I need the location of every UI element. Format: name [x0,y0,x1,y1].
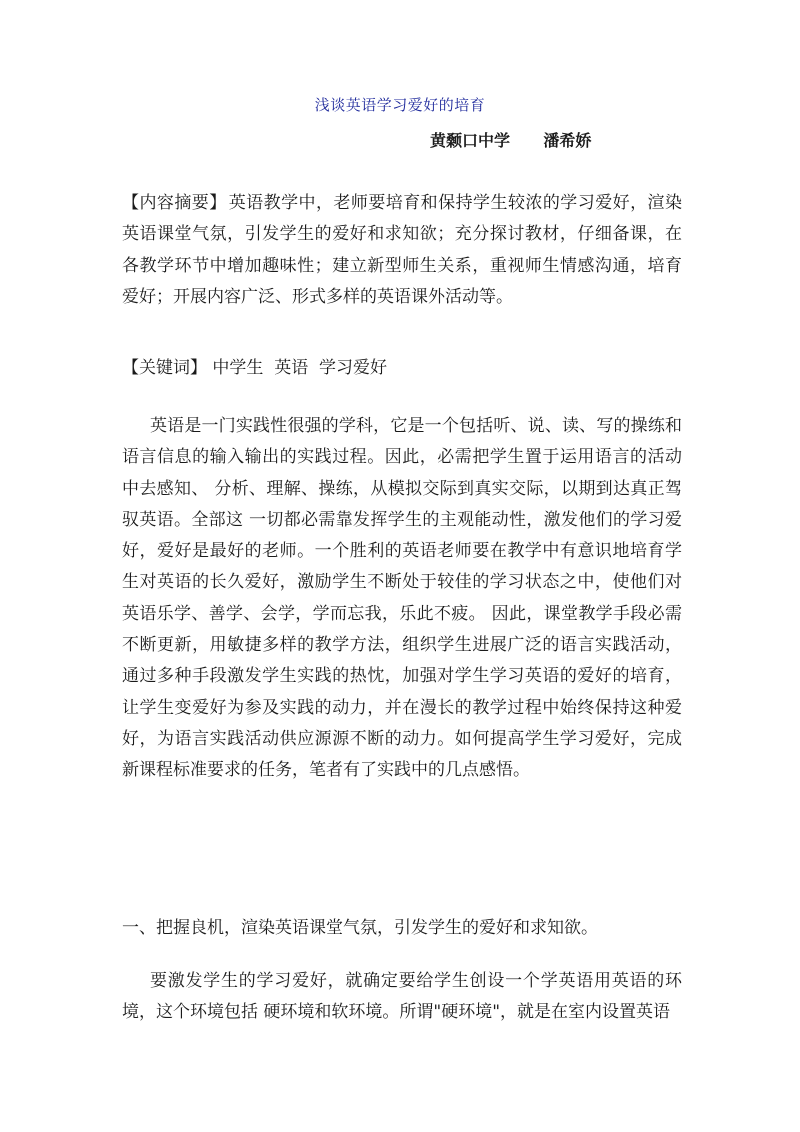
document-title: 浅谈英语学习爱好的培育 [314,96,486,114]
abstract-text: 英语教学中，老师要培育和保持学生较浓的学习爱好，渲染英语课堂气氛，引发学生的爱好和求知欲；充分探讨教材，仔细备课，在各教学环节中增加趣味性；建立新型师生关系，重视师生情感沟通，培育爱好；开展内容广泛、形式多样的英语课外活动等。 [122,193,683,307]
body-paragraph-1: 英语是一门实践性很强的学科，它是一个包括听、说、读、写的操练和语言信息的输入输出的实践过程。因此，必需把学生置于运用语言的活动中去感知、 分析、理解、操练，从模拟交际到真实交际，以期到达真正驾驭英语。全部这 一切都必需靠发挥学生的主观能动性，激发他们的学习爱好，爱好是最好的老师。一个胜利的英语老师要在教学中有意识地培育学生对英语的长久爱好，激励学生不断处于较佳的学习状态之中，使他们对英语乐学、善学、会学，学而忘我，乐此不疲。 因此，课堂教学手段必需不断更新，用敏捷多样的教学方法，组织学生进展广泛的语言实践活动，通过多种手段激发学生实践的热忱，加强对学生学习英语的爱好的培育，让学生变爱好为参及实践的动力，并在漫长的教学过程中始终保持这种爱好，为语言实践活动供应源源不断的动力。如何提高学生学习爱好，完成新课程标准要求的任务，笔者有了实践中的几点感悟。 [122,416,682,781]
body-paragraph-2: 要激发学生的学习爱好，就确定要给学生创设一个学英语用英语的环境，这个环境包括 硬环境和软环境。所谓"硬环境"，就是在室内设置英语 [122,971,682,1023]
keywords-line [122,353,682,384]
section-heading-1: 一、把握良机，渲染英语课堂气氛，引发学生的爱好和求知欲。 [122,918,598,938]
abstract-label: 【内容摘要】 [122,193,227,213]
abstract-paragraph [122,188,682,313]
author-line: 黄颡口中学 潘希娇 [430,131,592,150]
keywords-label: 【关键词】 [122,358,207,378]
keywords-text: 中学生 英语 学习爱好 [207,358,388,378]
